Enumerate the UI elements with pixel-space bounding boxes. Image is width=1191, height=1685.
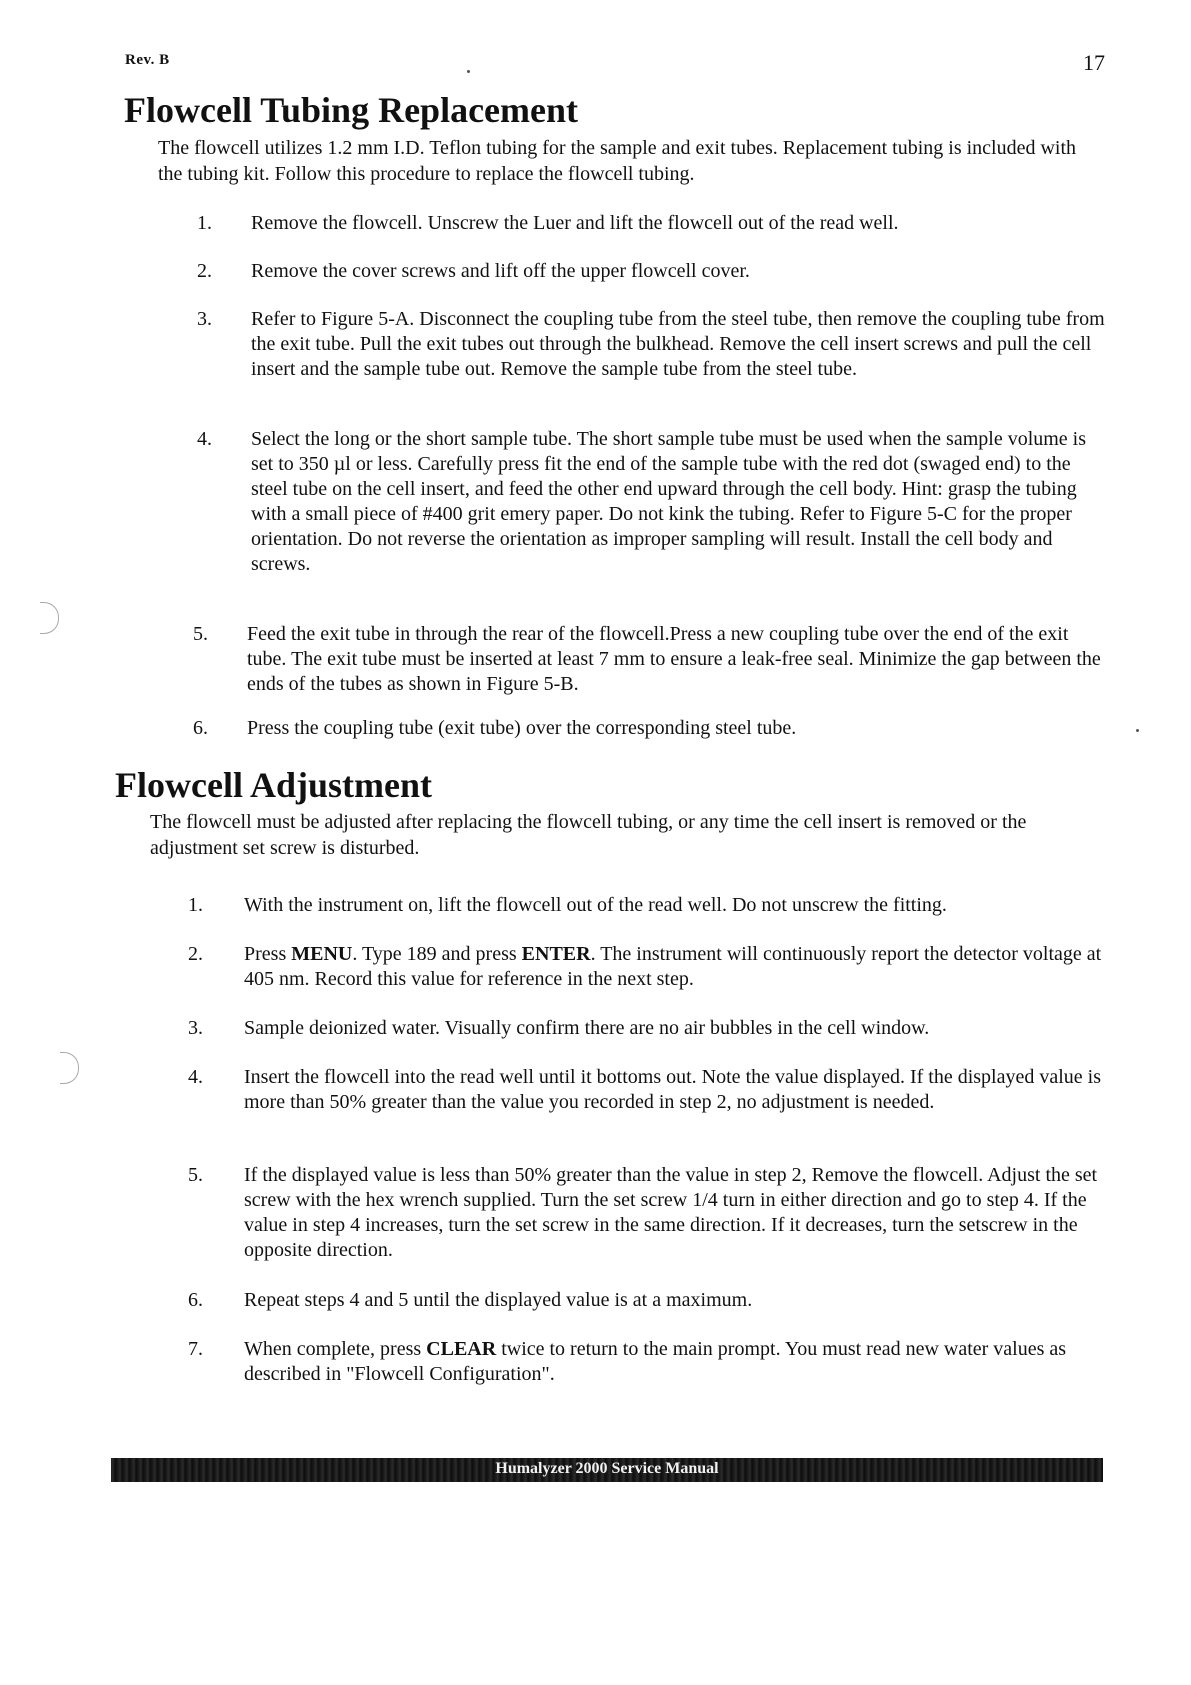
step-number: 4.	[197, 428, 212, 450]
step-text: Repeat steps 4 and 5 until the displayed value is at a maximum.	[244, 1289, 753, 1311]
text-fragment: . The instrument will continuously report the detector voltage at 405 nm. Record this value for reference in the next step.	[244, 943, 1102, 990]
section-title-flowcell-adjustment: Flowcell Adjustment	[115, 765, 432, 805]
section-title-tubing-replacement: Flowcell Tubing Replacement	[124, 90, 579, 130]
step-text: Remove the cover screws and lift off the upper flowcell cover.	[251, 260, 750, 282]
step-number: 5.	[193, 623, 208, 645]
text-fragment: twice to return to the main prompt. You must read new water values as described in "Flowcell Configuration".	[244, 1338, 1067, 1385]
step-text: Sample deionized water. Visually confirm there are no air bubbles in the cell window.	[244, 1017, 930, 1039]
key-enter: ENTER	[521, 943, 591, 965]
punch-hole-mark	[60, 1052, 79, 1084]
text-fragment: . Type 189 and press	[352, 943, 522, 965]
step-number: 7.	[188, 1338, 203, 1360]
step-text	[244, 942, 1102, 992]
step-text: Select the long or the short sample tube. The short sample tube must be used when the sample volume is set to 350 µl or less. Carefully press fit the end of the sample tube with the red dot (swaged end) to the steel tube on the cell insert, and feed the other end upward through the cell body. Hint: grasp the tubing with a small piece of #400 grit emery paper. Do not kink the tubing. Refer to Figure 5-C for the proper orientation. Do not reverse the orientation as improper sampling will result. Install the cell body and screws.	[251, 428, 1087, 575]
section-intro: The flowcell utilizes 1.2 mm I.D. Teflon tubing for the sample and exit tubes. Replacement tubing is included with the tubing kit. Follow this procedure to replace the flowcell tubing.	[158, 137, 1077, 185]
step-text	[244, 1337, 1102, 1387]
step-text: Remove the flowcell. Unscrew the Luer and lift the flowcell out of the read well.	[251, 212, 899, 234]
step-number: 1.	[197, 212, 212, 234]
step-text: With the instrument on, lift the flowcell out of the read well. Do not unscrew the fitting.	[244, 894, 947, 916]
revision-label: Rev. B	[125, 52, 170, 68]
step-text: Press the coupling tube (exit tube) over the corresponding steel tube.	[247, 717, 797, 739]
step-number: 3.	[197, 308, 212, 330]
footer-bar	[111, 1458, 1103, 1482]
key-clear: CLEAR	[426, 1338, 497, 1360]
step-text: Insert the flowcell into the read well until it bottoms out. Note the value displayed. If the displayed value is more than 50% greater than the value you recorded in step 2, no adjustment is needed.	[244, 1066, 1102, 1113]
text-fragment: Press	[244, 943, 292, 965]
step-text: If the displayed value is less than 50% greater than the value in step 2, Remove the flowcell. Adjust the set screw with the hex wrench supplied. Turn the set screw 1/4 turn in either direction and go to step 4. If the value in step 4 increases, turn the set screw in the same direction. If it decreases, turn the setscrew in the opposite direction.	[244, 1164, 1098, 1261]
scan-speck	[467, 70, 470, 73]
step-number: 2.	[188, 943, 203, 965]
step-text: Refer to Figure 5-A. Disconnect the coupling tube from the steel tube, then remove the coupling tube from the exit tube. Pull the exit tubes out through the bulkhead. Remove the cell insert screws and pull the cell insert and the sample tube out. Remove the sample tube from the steel tube.	[251, 308, 1105, 380]
scan-speck	[1136, 729, 1139, 732]
step-number: 4.	[188, 1066, 203, 1088]
key-menu: MENU	[291, 943, 353, 965]
step-number: 2.	[197, 260, 212, 282]
step-number: 5.	[188, 1164, 203, 1186]
page-number: 17	[1083, 50, 1105, 75]
step-number: 6.	[193, 717, 208, 739]
footer-title: Humalyzer 2000 Service Manual	[495, 1460, 719, 1477]
punch-hole-mark	[40, 602, 59, 634]
step-text: Feed the exit tube in through the rear of the flowcell.Press a new coupling tube over the end of the exit tube. The exit tube must be inserted at least 7 mm to ensure a leak-free seal. Minimize the gap between the ends of the tubes as shown in Figure 5-B.	[247, 623, 1101, 695]
text-fragment: When complete, press	[244, 1338, 427, 1360]
section-intro: The flowcell must be adjusted after replacing the flowcell tubing, or any time the cell insert is removed or the adjustment set screw is disturbed.	[150, 811, 1027, 859]
step-number: 3.	[188, 1017, 203, 1039]
step-number: 1.	[188, 894, 203, 916]
step-number: 6.	[188, 1289, 203, 1311]
